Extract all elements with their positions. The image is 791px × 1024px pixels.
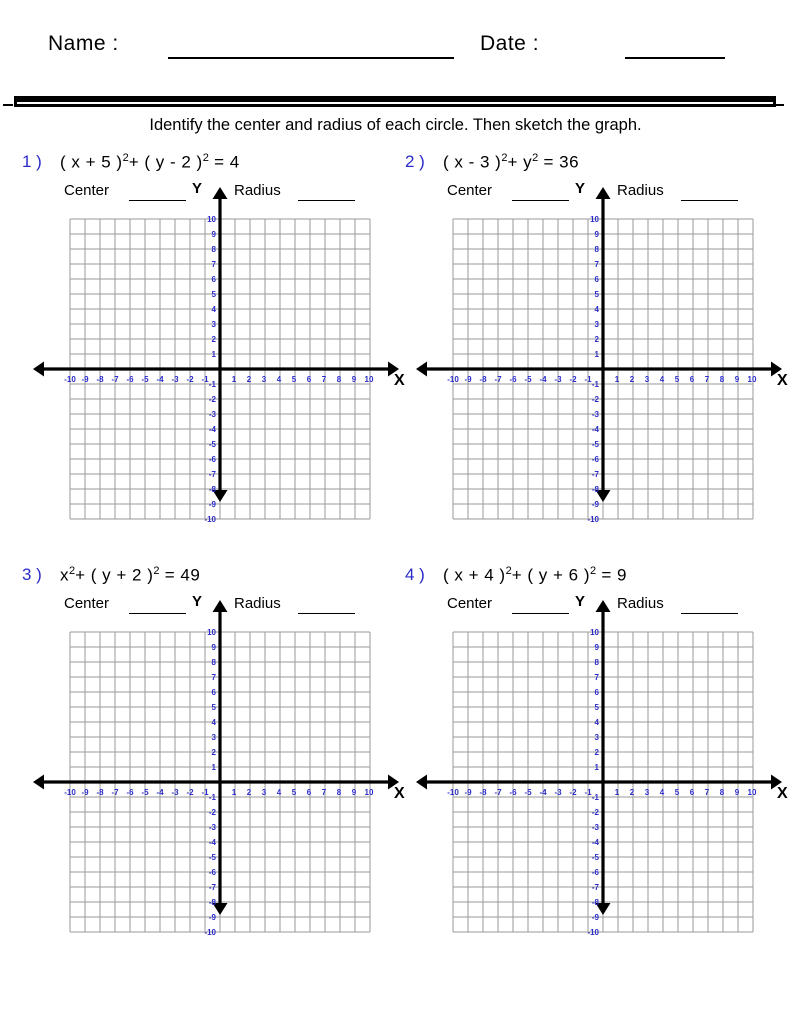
svg-text:-6: -6 [509, 375, 517, 384]
svg-text:X: X [394, 785, 405, 802]
svg-text:6: 6 [689, 375, 695, 384]
svg-text:-7: -7 [494, 788, 502, 797]
radius-label: Radius [617, 182, 664, 199]
svg-text:-6: -6 [509, 788, 517, 797]
svg-text:10: 10 [364, 788, 374, 797]
svg-text:7: 7 [594, 673, 599, 682]
svg-text:-5: -5 [208, 853, 216, 862]
svg-text:-1: -1 [201, 375, 209, 384]
svg-text:-7: -7 [591, 470, 599, 479]
problem-equation: ( x + 4 )$^2$+ ( y + 6 )$^2$ = 9 [443, 565, 627, 585]
svg-text:-4: -4 [156, 788, 164, 797]
svg-text:5: 5 [674, 375, 680, 384]
svg-text:7: 7 [704, 375, 710, 384]
center-label: Center [447, 595, 493, 612]
svg-text:1: 1 [594, 350, 599, 359]
svg-text:-8: -8 [591, 485, 599, 494]
svg-text:-9: -9 [208, 913, 216, 922]
svg-text:1: 1 [614, 788, 620, 797]
problem-number: 3 ) [22, 565, 42, 584]
svg-text:2: 2 [629, 788, 635, 797]
svg-text:-10: -10 [64, 788, 76, 797]
svg-text:-9: -9 [464, 375, 472, 384]
svg-text:-5: -5 [141, 788, 149, 797]
svg-text:4: 4 [276, 788, 282, 797]
svg-text:-4: -4 [208, 838, 216, 847]
svg-text:-9: -9 [208, 500, 216, 509]
svg-text:-2: -2 [569, 375, 577, 384]
problem-4 [395, 565, 790, 965]
date-label: Date : [480, 32, 540, 55]
svg-text:-7: -7 [111, 788, 119, 797]
svg-text:3: 3 [261, 788, 267, 797]
svg-text:10: 10 [364, 375, 374, 384]
svg-text:3: 3 [211, 733, 216, 742]
svg-text:-2: -2 [186, 788, 194, 797]
svg-text:5: 5 [674, 788, 680, 797]
svg-text:7: 7 [321, 375, 327, 384]
svg-text:6: 6 [306, 788, 312, 797]
svg-text:-9: -9 [591, 500, 599, 509]
header-divider-bar [14, 96, 776, 107]
svg-text:-6: -6 [126, 788, 134, 797]
svg-text:3: 3 [261, 375, 267, 384]
svg-text:2: 2 [246, 788, 252, 797]
svg-text:4: 4 [594, 718, 599, 727]
problem-number: 1 ) [22, 152, 42, 171]
svg-text:-2: -2 [591, 395, 599, 404]
svg-text:-1: -1 [208, 793, 216, 802]
svg-text:6: 6 [689, 788, 695, 797]
svg-text:-8: -8 [591, 898, 599, 907]
svg-text:10: 10 [747, 375, 757, 384]
svg-text:7: 7 [211, 673, 216, 682]
svg-text:-7: -7 [208, 883, 216, 892]
svg-text:-2: -2 [208, 395, 216, 404]
problem-number: 4 ) [405, 565, 425, 584]
svg-text:-4: -4 [539, 375, 547, 384]
svg-text:4: 4 [211, 305, 216, 314]
svg-text:9: 9 [211, 230, 216, 239]
svg-text:8: 8 [336, 375, 342, 384]
svg-text:-8: -8 [208, 485, 216, 494]
date-input-line[interactable] [625, 57, 725, 59]
svg-text:-10: -10 [204, 928, 216, 937]
svg-text:-7: -7 [111, 375, 119, 384]
worksheet-header [0, 24, 791, 74]
svg-text:-7: -7 [208, 470, 216, 479]
svg-text:9: 9 [211, 643, 216, 652]
svg-text:-5: -5 [591, 440, 599, 449]
problem-2 [395, 152, 790, 552]
svg-text:2: 2 [211, 335, 216, 344]
svg-text:9: 9 [594, 230, 599, 239]
svg-text:5: 5 [211, 703, 216, 712]
radius-label: Radius [234, 182, 281, 199]
svg-text:4: 4 [659, 788, 665, 797]
svg-text:3: 3 [644, 788, 650, 797]
svg-text:8: 8 [211, 245, 216, 254]
problem-equation: ( x - 3 )$^2+ y^2 = 36$ [443, 152, 580, 172]
svg-text:3: 3 [211, 320, 216, 329]
svg-text:-4: -4 [156, 375, 164, 384]
coordinate-grid[interactable] [12, 152, 407, 552]
svg-text:-6: -6 [208, 868, 216, 877]
svg-text:3: 3 [594, 320, 599, 329]
svg-text:2: 2 [246, 375, 252, 384]
svg-text:X: X [777, 372, 788, 389]
svg-text:-9: -9 [81, 375, 89, 384]
svg-text:-3: -3 [554, 375, 562, 384]
problem-equation: ( x + 5 )$^2$+ ( y - 2 )$^2$ = 4 [60, 152, 240, 172]
instruction-text: Identify the center and radius of each circle. Then sketch the graph. [149, 116, 642, 134]
problem-number: 2 ) [405, 152, 425, 171]
svg-text:-2: -2 [569, 788, 577, 797]
center-label: Center [64, 595, 110, 612]
svg-text:-2: -2 [591, 808, 599, 817]
svg-text:9: 9 [734, 788, 740, 797]
divider-tick-right [770, 104, 784, 106]
svg-text:6: 6 [594, 688, 599, 697]
svg-text:-3: -3 [171, 788, 179, 797]
svg-text:-7: -7 [591, 883, 599, 892]
svg-text:-8: -8 [96, 375, 104, 384]
svg-text:8: 8 [719, 788, 725, 797]
svg-text:1: 1 [614, 375, 620, 384]
svg-text:-3: -3 [554, 788, 562, 797]
svg-text:X: X [394, 372, 405, 389]
svg-text:-1: -1 [584, 375, 592, 384]
svg-text:-1: -1 [591, 380, 599, 389]
svg-text:8: 8 [594, 245, 599, 254]
svg-text:2: 2 [211, 748, 216, 757]
svg-text:9: 9 [351, 788, 357, 797]
svg-text:-8: -8 [479, 788, 487, 797]
svg-text:-10: -10 [447, 375, 459, 384]
svg-text:7: 7 [321, 788, 327, 797]
svg-text:6: 6 [594, 275, 599, 284]
svg-text:4: 4 [659, 375, 665, 384]
svg-text:8: 8 [719, 375, 725, 384]
coordinate-grid[interactable] [395, 152, 790, 552]
svg-text:1: 1 [211, 763, 216, 772]
svg-text:1: 1 [231, 788, 237, 797]
svg-text:3: 3 [594, 733, 599, 742]
svg-text:-8: -8 [208, 898, 216, 907]
svg-text:8: 8 [594, 658, 599, 667]
svg-text:8: 8 [211, 658, 216, 667]
svg-text:-6: -6 [591, 455, 599, 464]
svg-text:5: 5 [211, 290, 216, 299]
problem-3 [12, 565, 407, 965]
svg-text:-8: -8 [479, 375, 487, 384]
svg-text:-1: -1 [201, 788, 209, 797]
svg-text:-5: -5 [591, 853, 599, 862]
problem-1 [12, 152, 407, 552]
coordinate-grid[interactable] [12, 565, 407, 965]
svg-text:-3: -3 [591, 410, 599, 419]
y-axis-label: Y [575, 593, 586, 610]
svg-text:-10: -10 [587, 928, 599, 937]
y-axis-label: Y [575, 180, 586, 197]
svg-text:1: 1 [594, 763, 599, 772]
svg-text:9: 9 [734, 375, 740, 384]
center-label: Center [64, 182, 110, 199]
svg-text:-1: -1 [208, 380, 216, 389]
svg-text:9: 9 [351, 375, 357, 384]
svg-text:-9: -9 [464, 788, 472, 797]
svg-text:4: 4 [276, 375, 282, 384]
svg-text:-3: -3 [208, 823, 216, 832]
svg-text:-3: -3 [591, 823, 599, 832]
svg-text:10: 10 [590, 628, 599, 637]
svg-text:4: 4 [594, 305, 599, 314]
svg-text:10: 10 [207, 628, 216, 637]
svg-text:-5: -5 [524, 375, 532, 384]
svg-text:2: 2 [594, 335, 599, 344]
svg-text:-4: -4 [591, 425, 599, 434]
svg-text:-2: -2 [208, 808, 216, 817]
divider-tick-left [3, 104, 13, 106]
svg-text:-9: -9 [591, 913, 599, 922]
svg-text:7: 7 [704, 788, 710, 797]
svg-text:1: 1 [211, 350, 216, 359]
svg-text:5: 5 [291, 788, 297, 797]
svg-text:6: 6 [211, 275, 216, 284]
name-label: Name : [48, 32, 119, 55]
svg-text:5: 5 [594, 290, 599, 299]
svg-text:1: 1 [231, 375, 237, 384]
svg-text:-2: -2 [186, 375, 194, 384]
svg-text:8: 8 [336, 788, 342, 797]
radius-label: Radius [234, 595, 281, 612]
name-input-line[interactable] [168, 57, 454, 59]
svg-text:-5: -5 [208, 440, 216, 449]
svg-text:-3: -3 [208, 410, 216, 419]
svg-text:5: 5 [594, 703, 599, 712]
svg-text:2: 2 [629, 375, 635, 384]
svg-text:-4: -4 [208, 425, 216, 434]
svg-text:7: 7 [594, 260, 599, 269]
y-axis-label: Y [192, 593, 203, 610]
svg-text:7: 7 [211, 260, 216, 269]
svg-text:X: X [777, 785, 788, 802]
center-label: Center [447, 182, 493, 199]
divider-inner-line [17, 102, 773, 104]
svg-text:-9: -9 [81, 788, 89, 797]
y-axis-label: Y [192, 180, 203, 197]
svg-text:-7: -7 [494, 375, 502, 384]
coordinate-grid[interactable] [395, 565, 790, 965]
svg-text:10: 10 [207, 215, 216, 224]
svg-text:-10: -10 [447, 788, 459, 797]
problem-equation: $x^2+$ ( y + 2 )$^2$ = 49 [60, 565, 201, 585]
radius-label: Radius [617, 595, 664, 612]
svg-text:-10: -10 [204, 515, 216, 524]
svg-text:-1: -1 [591, 793, 599, 802]
svg-text:-5: -5 [141, 375, 149, 384]
svg-text:-10: -10 [587, 515, 599, 524]
svg-text:-4: -4 [591, 838, 599, 847]
svg-text:9: 9 [594, 643, 599, 652]
svg-text:-6: -6 [126, 375, 134, 384]
svg-text:-4: -4 [539, 788, 547, 797]
svg-text:-8: -8 [96, 788, 104, 797]
svg-text:5: 5 [291, 375, 297, 384]
svg-text:4: 4 [211, 718, 216, 727]
svg-text:10: 10 [590, 215, 599, 224]
svg-text:-6: -6 [591, 868, 599, 877]
svg-text:3: 3 [644, 375, 650, 384]
svg-text:-10: -10 [64, 375, 76, 384]
svg-text:6: 6 [306, 375, 312, 384]
svg-text:-5: -5 [524, 788, 532, 797]
svg-text:2: 2 [594, 748, 599, 757]
svg-text:-3: -3 [171, 375, 179, 384]
svg-text:10: 10 [747, 788, 757, 797]
svg-text:-1: -1 [584, 788, 592, 797]
svg-text:6: 6 [211, 688, 216, 697]
svg-text:-6: -6 [208, 455, 216, 464]
